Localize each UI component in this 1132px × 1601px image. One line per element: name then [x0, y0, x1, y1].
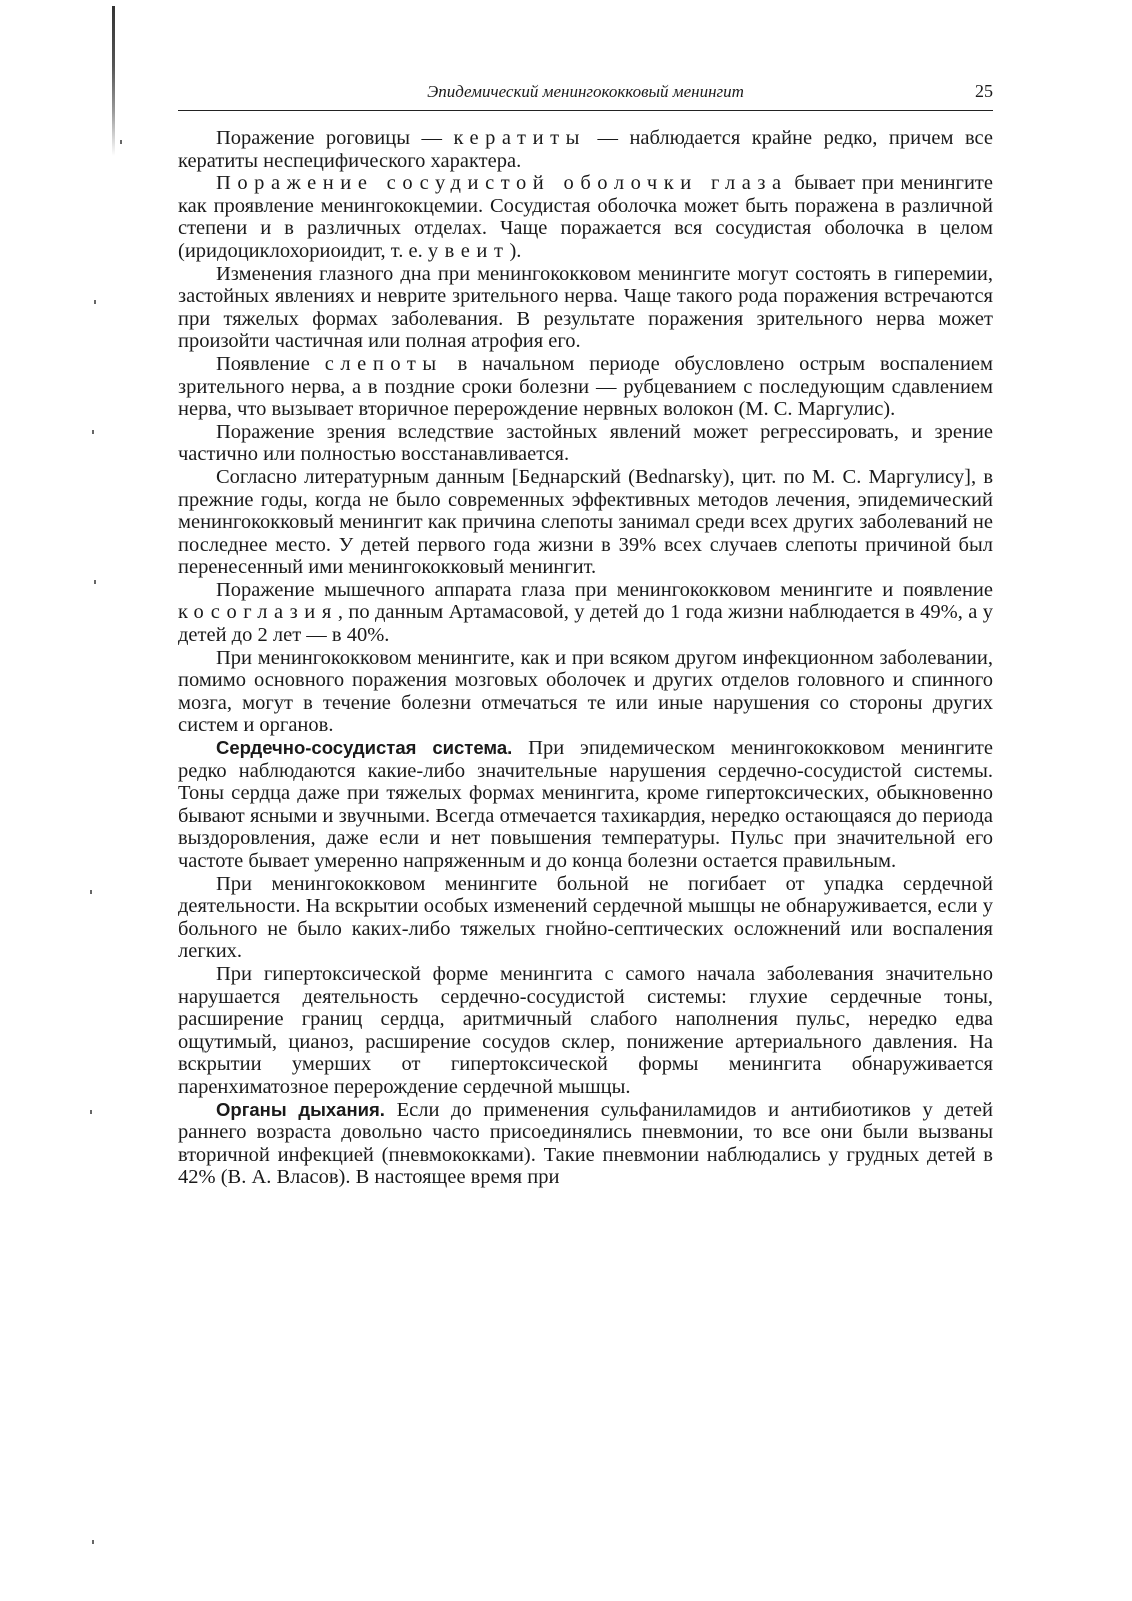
text-run: При эпидемическом менингококковом менингите редко наблюдаются какие-либо значительные нарушения сердечно-сосудистой системы. Тоны сердца даже при тяжелых формах менингита, кроме гипертоксических, обыкновенно бывают ясными и звучными. Всегда отмечается тахикардия, нередко остающаяся до периода выздоровления, даже если и нет повышения температуры. Пульс при значительной его частоте бывает умеренно напряженным и до конца болезни остается правильным. [178, 737, 993, 872]
text-run: бывает при менингите как проявление менингококцемии. Сосудистая оболочка может быть поражена в различной степени и в различных отделах. Чаще поражается вся сосудистая оболочка в целом (иридоциклохориоидит, т. е. [178, 172, 993, 262]
paragraph-choroid [178, 172, 993, 262]
scan-speck [92, 430, 94, 434]
spaced-term: косоглазия [178, 601, 338, 624]
text-run: При менингококковом менингите больной не погибает от упадка сердечной деятельности. На вскрытии особых изменений сердечной мышцы не обнаруживается, если у больного не было каких-либо тяжелых гнойно-септических осложнений или воспаления легких. [178, 872, 993, 963]
page-number: 25 [975, 81, 993, 101]
scan-edge-mark [112, 6, 115, 156]
body-text [178, 127, 993, 1189]
text-run: При менингококковом менингите, как и при всяком другом инфекционном заболевании, помимо основного поражения мозговых оболочек и других отделов головного и спинного мозга, могут в течение болезни отмечаться те или иные нарушения со стороны других систем и органов. [178, 646, 993, 737]
text-run: Согласно литературным данным [Беднарский (Bednarsky), цит. по М. С. Маргулису], в прежние годы, когда не было современных эффективных методов лечения, эпидемический менингококковый менингит как причина слепоты занимал среди всех других заболеваний не последнее место. У детей первого года жизни в 39% всех случаев слепоты причиной был перенесенный ими менингококковый менингит. [178, 465, 993, 579]
book-page [178, 80, 993, 1189]
scan-speck [94, 580, 96, 584]
scan-speck [90, 1110, 92, 1114]
scan-speck [94, 300, 96, 304]
scan-speck [90, 890, 92, 894]
text-run: , по данным Артамасовой, у детей до 1 года жизни наблюдается в 49%, а у детей до 2 лет — в 40%. [178, 601, 993, 647]
text-run: При гипертоксической форме менингита с самого начала заболевания значительно нарушается деятельность сердечно-сосудистой системы: глухие сердечные тоны, расширение границ сердца, аритмичный слабого наполнения пульс, нередко едва ощутимый, цианоз, расширение сосудов склер, понижение артериального давления. На вскрытии умерших от гипертоксической формы менингита обнаруживается паренхиматозное перерождение сердечной мышцы. [178, 962, 993, 1098]
text-run: — наблюдается крайне редко, причем все кератиты неспецифического характера. [178, 127, 993, 172]
paragraph-literature [178, 466, 993, 579]
section-run-head: Органы дыхания. [216, 1098, 385, 1120]
paragraph-other-systems [178, 647, 993, 737]
text-run: Поражение мышечного аппарата глаза при менингококковом менингите и появление [216, 578, 993, 601]
scan-speck [120, 140, 122, 144]
paragraph-cornea [178, 127, 993, 172]
scan-speck [92, 1540, 94, 1544]
running-header [178, 80, 993, 111]
paragraph-cardiac-activity [178, 873, 993, 963]
text-run: Появление [216, 352, 325, 375]
text-run: Поражение зрения вследствие застойных явлений может регрессировать, и зрение частично или полностью восстанавливается. [178, 420, 993, 466]
spaced-term: увеит [427, 239, 510, 262]
spaced-term: Поражение сосудистой оболочки глаза [216, 172, 788, 195]
section-run-head: Сердечно-сосудистая система. [216, 737, 513, 759]
paragraph-blindness [178, 353, 993, 421]
text-run: Поражение роговицы — [216, 127, 454, 149]
text-run: ). [509, 239, 522, 262]
spaced-term: кератиты [453, 127, 586, 149]
spaced-term: слепоты [324, 352, 443, 375]
paragraph-vision-recovery [178, 421, 993, 466]
text-run: в начальном периоде обусловлено острым воспалением зрительного нерва, а в поздние сроки болезни — рубцеванием с последующим сдавлением нерва, что вызывает вторичное перерождение нервных волокон (М. С. Маргулис). [178, 352, 994, 421]
paragraph-fundus [178, 263, 993, 353]
text-run: Если до применения сульфаниламидов и антибиотиков у детей раннего возраста довольно часто присоединялись пневмонии, то все они были вызваны вторичной инфекцией (пневмококками). Такие пневмонии наблюдались у грудных детей в 42% (В. А. Власов). В настоящее время при [178, 1098, 993, 1189]
paragraph-respiratory [178, 1099, 993, 1189]
text-run: Изменения глазного дна при менингококковом менингите могут состоять в гиперемии, застойных явлениях и неврите зрительного нерва. Чаще такого рода поражения встречаются при тяжелых формах заболевания. В результате поражения зрительного нерва может произойти частичная или полная атрофия его. [178, 262, 993, 353]
paragraph-cardiovascular [178, 737, 993, 873]
paragraph-strabismus [178, 579, 993, 647]
paragraph-hypertoxic [178, 963, 993, 1099]
running-title: Эпидемический менингококковый менингит [427, 82, 744, 101]
